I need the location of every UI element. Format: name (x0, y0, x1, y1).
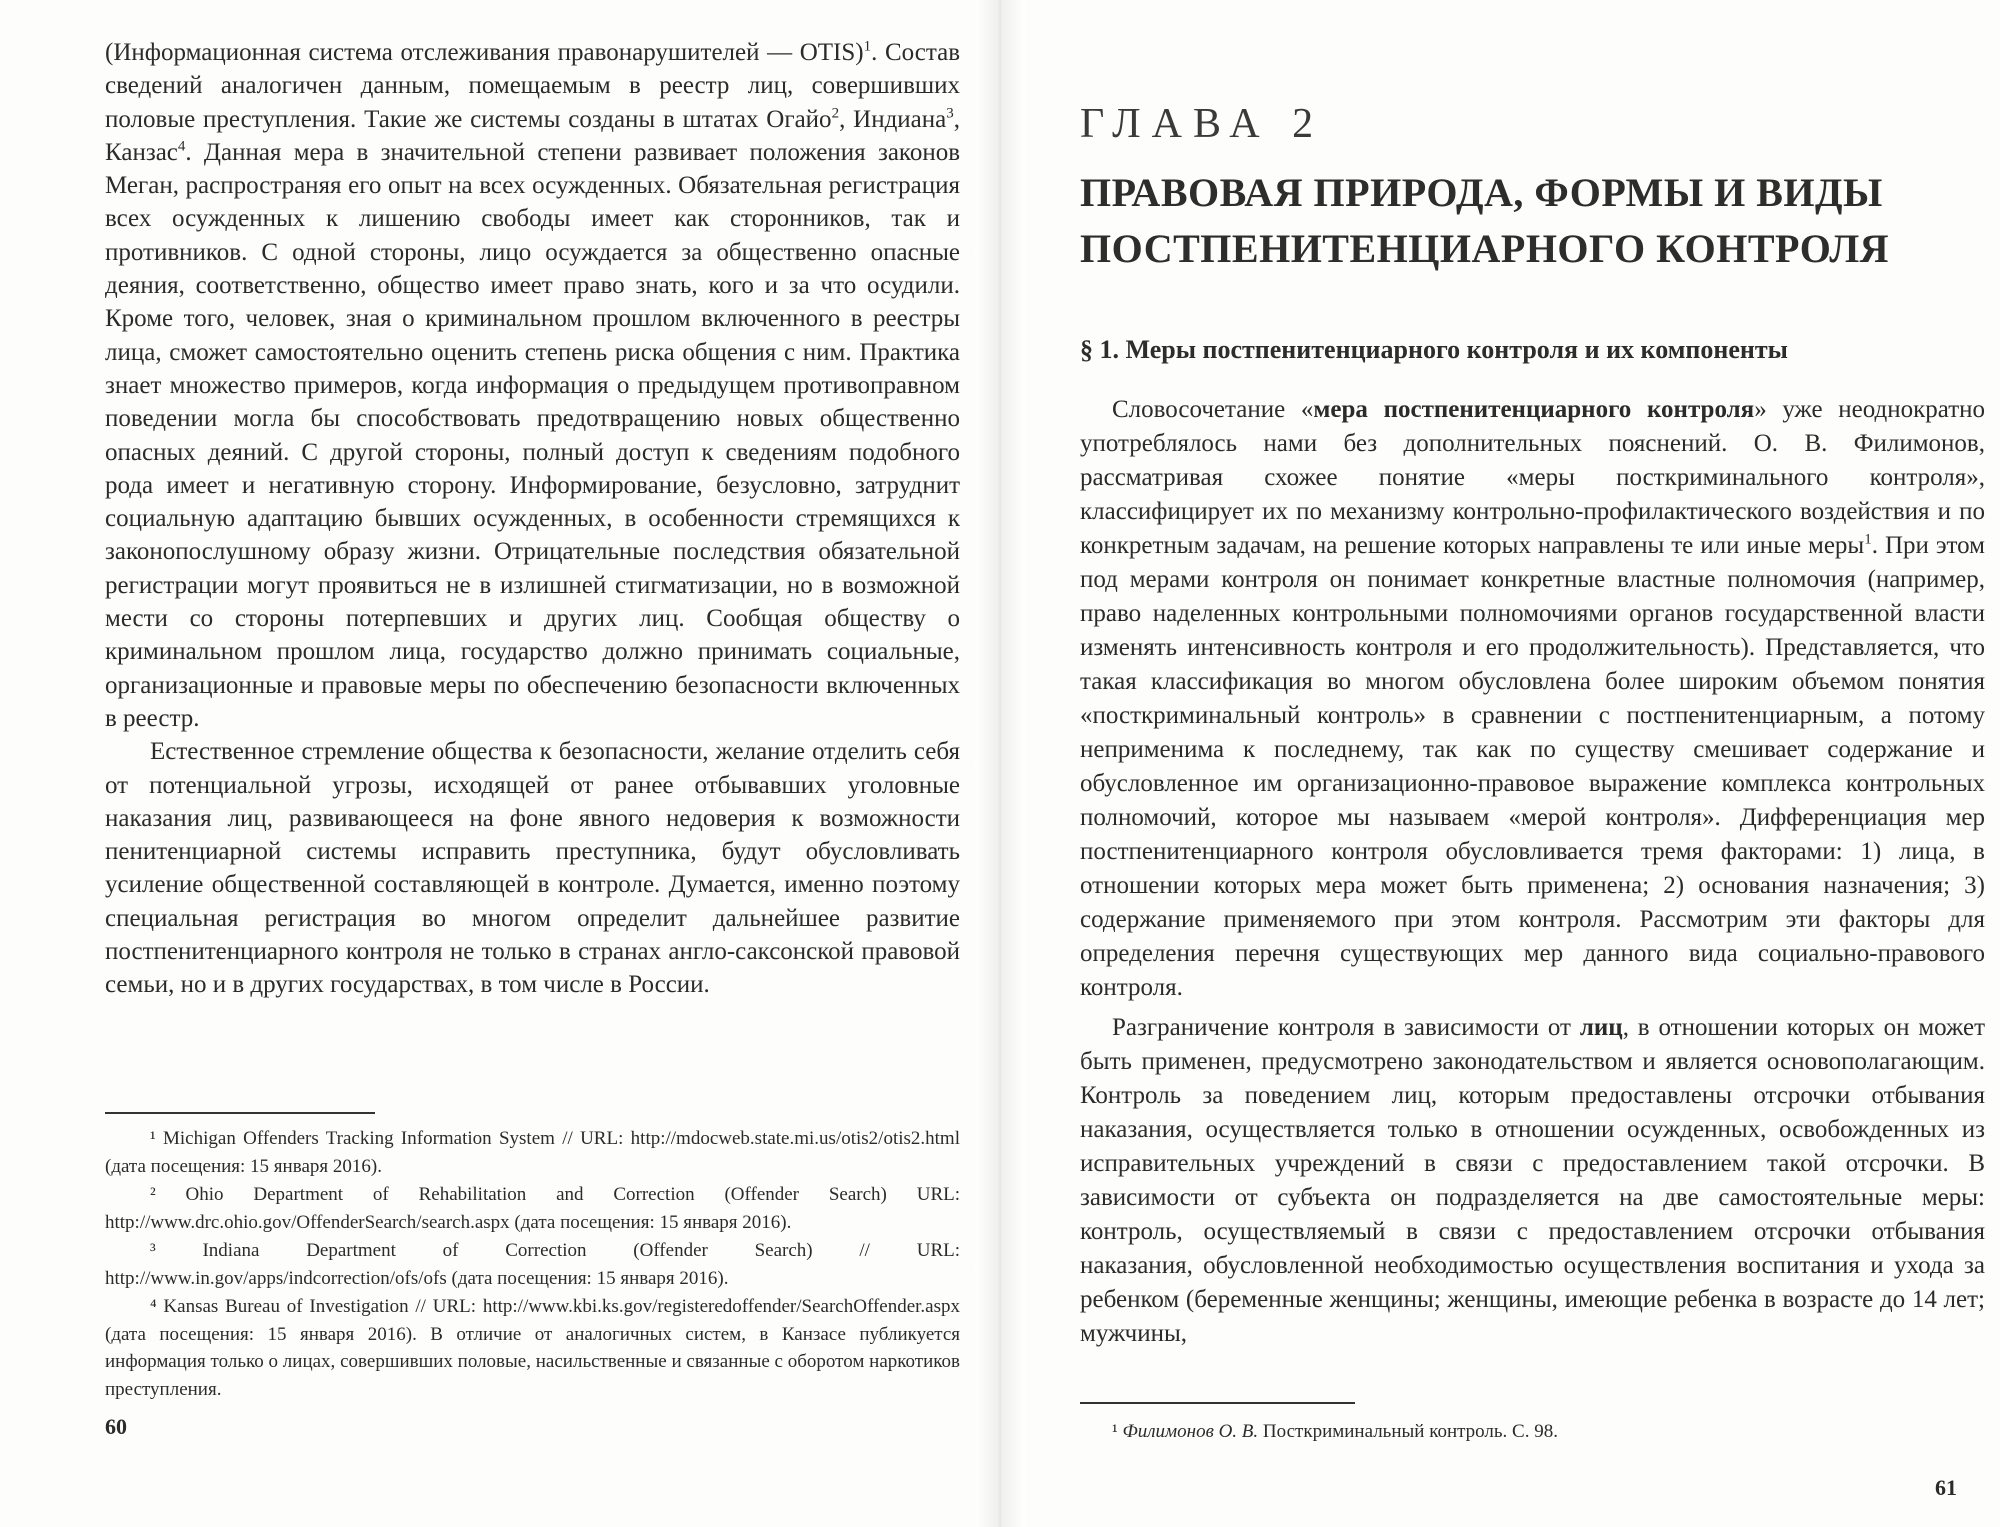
chapter-label: ГЛАВА 2 (1080, 101, 1325, 147)
footnote-item: ¹ Michigan Offenders Tracking Information System // URL: http://mdocweb.state.mi.us/otis2/otis2.html (дата посещения: 15 января 2016). (105, 1128, 960, 1177)
body-paragraph (1080, 393, 1985, 1005)
page-number-left: 60 (105, 1414, 127, 1439)
footnote-ref: 2 (831, 105, 840, 122)
footnote-text: Посткриминальный контроль. С. 98. (1262, 1421, 1558, 1442)
text-run: , в отношении которых он может быть применен, предусмотрено законодательством и является основополагающим. Контроль за поведением лиц, которым предоставлены отсрочки отбывания наказания, осуществляется только в отношении осужденных, освобожденных из исправительных учреждений в связи с предоставлением такой отсрочки. В зависимости от субъекта он подразделяется на две самостоятельные меры: контроль, осуществляемый в связи с предоставлением отсрочки отбывания наказания, обусловленной необходимостью осуществления воспитания и ухода за ребенком (беременные женщины; женщины, имеющие ребенка в возрасте до 14 лет; мужчины, (1080, 1014, 1986, 1347)
page-number-right: 61 (1935, 1475, 1957, 1500)
footnote-ref: 3 (946, 105, 954, 122)
text-run: » уже неоднократно употреблялось нами без дополнительных пояснений. О. В. Филимонов, рассматривая схожее понятие «меры посткриминального контроля», классифицирует их по механизму контрольно-профилактического воздействия и по конкретным задачам, на решение которых направлены те или иные меры (1080, 396, 1986, 559)
right-page (1025, 0, 2000, 1527)
footnote-item: ³ Indiana Department of Correction (Offender Search) // URL: http://www.in.gov/apps/indcorrection/ofs/ofs (дата посещения: 15 января 2016). (105, 1240, 960, 1289)
footnote-mark: ¹ (1112, 1421, 1118, 1442)
body-paragraph (105, 735, 960, 1001)
right-footnote (1080, 1418, 1980, 1445)
footnote-ref: 1 (863, 38, 872, 55)
text-run: Разграничение контроля в зависимости от (1112, 1014, 1580, 1041)
body-paragraph (105, 36, 960, 735)
text-run: . При этом под мерами контроля он понимает конкретные властные полномочия (например, право наделенных контрольными полномочиями органов государственной власти изменять интенсивность контроля и его продолжительность). Представляется, что такая классификация во многом обусловлена более широким объемом понятия «посткриминальный контроль» в сравнении с постпенитенциарным, а потому неприменима к последнему, так как по существу смешивает содержание и обусловленное им организационно-правовое выражение комплекса контрольных полномочий, которое мы называем «мерой контроля». Дифференциация мер постпенитенциарного контроля обусловливается тремя факторами: 1) лица, в отношении которых мера может быть применена; 2) основания назначения; 3) содержание применяемого при этом контроля. Рассмотрим эти факторы для определения перечня существующих мер данного вида социально-правового контроля. (1080, 532, 1985, 1001)
text-run: . Данная мера в значительной степени развивает положения законов Меган, распространяя его опыт на всех осужденных. Обязательная регистрация всех осужденных к лишению свободы имеет как сторонников, так и противников. С одной стороны, лицо осуждается за общественно опасные деяния, соответственно, общество имеет право знать, кого и за что осудили. Кроме того, человек, зная о криминальном прошлом включенного в реестры лица, сможет самостоятельно оценить степень риска общения с ним. Практика знает множество примеров, когда информация о предыдущем противоправном поведении могла бы способствовать предотвращению новых общественно опасных деяний. С другой стороны, полный доступ к сведениям подобного рода имеет и негативную сторону. Информирование, безусловно, затруднит социальную адаптацию бывших осужденных, в особенности стремящихся к законопослушному образу жизни. Отрицательные последствия обязательной регистрации могут проявиться не в излишней стигматизации, но в возможной мести со стороны потерпевших и других лиц. Сообщая обществу о криминальном прошлом лица, государство должно принимать социальные, организационные и правовые меры по обеспечению безопасности включенных в реестр. (105, 138, 960, 732)
footnote-item (1080, 1418, 1980, 1445)
text-run: Словосочетание « (1112, 396, 1314, 423)
text-run: Естественное стремление общества к безопасности, желание отделить себя от потенциальной угрозы, исходящей от ранее отбывавших уголовные наказания лиц, развивающееся на фоне явного недоверия к возможности пенитенциарной системы исправить преступника, будут обусловливать усиление общественной составляющей в контроле. Думается, именно поэтому специальная регистрация во многом определит дальнейшее развитие постпенитенциарного контроля не только в странах англо-саксонской правовой семьи, но и в других государствах, в том числе в России. (105, 738, 960, 999)
body-paragraph (1080, 1011, 1985, 1351)
left-page-body (105, 36, 960, 1002)
emphasis-term: мера постпенитенциарного контроля (1313, 396, 1755, 423)
footnote-item: ⁴ Kansas Bureau of Investigation // URL: http://www.kbi.ks.gov/registeredoffender/SearchOffender.aspx (дата посещения: 15 января 2016). В отличие от аналогичных систем, в Канзасе публикуется информация только о лицах, совершивших половые, насильственные и связанные с оборотом наркотиков преступления. (105, 1296, 960, 1400)
section-title: § 1. Меры постпенитенциарного контроля и их компоненты (1080, 335, 1788, 364)
footnote-separator-right (1080, 1402, 1355, 1404)
text-run: , Индиана (839, 105, 947, 133)
left-page (0, 0, 975, 1527)
left-footnotes (105, 1125, 960, 1404)
footnote-ref: 4 (177, 138, 186, 155)
text-run: (Информационная система отслеживания правонарушителей — OTIS) (105, 39, 864, 66)
footnote-ref: 1 (1864, 531, 1872, 548)
book-gutter (975, 0, 1025, 1527)
footnote-item: ² Ohio Department of Rehabilitation and Correction (Offender Search) URL: http://www.drc.ohio.gov/OffenderSearch/search.aspx (дата посещения: 15 января 2016). (105, 1184, 960, 1233)
text-run: . Состав сведений аналогичен данным, помещаемым в реестр лиц, совершивших половые преступления. Такие же системы созданы в штатах Огайо (105, 39, 960, 133)
footnote-separator (105, 1112, 375, 1114)
right-page-body (1080, 393, 1985, 1357)
emphasis-term: лиц (1579, 1014, 1623, 1041)
footnote-author: Филимонов О. В. (1122, 1421, 1259, 1442)
chapter-title: ПРАВОВАЯ ПРИРОДА, ФОРМЫ И ВИДЫ ПОСТПЕНИТЕНЦИАРНОГО КОНТРОЛЯ (1080, 170, 1890, 271)
text-run: , Канзас (105, 105, 960, 166)
